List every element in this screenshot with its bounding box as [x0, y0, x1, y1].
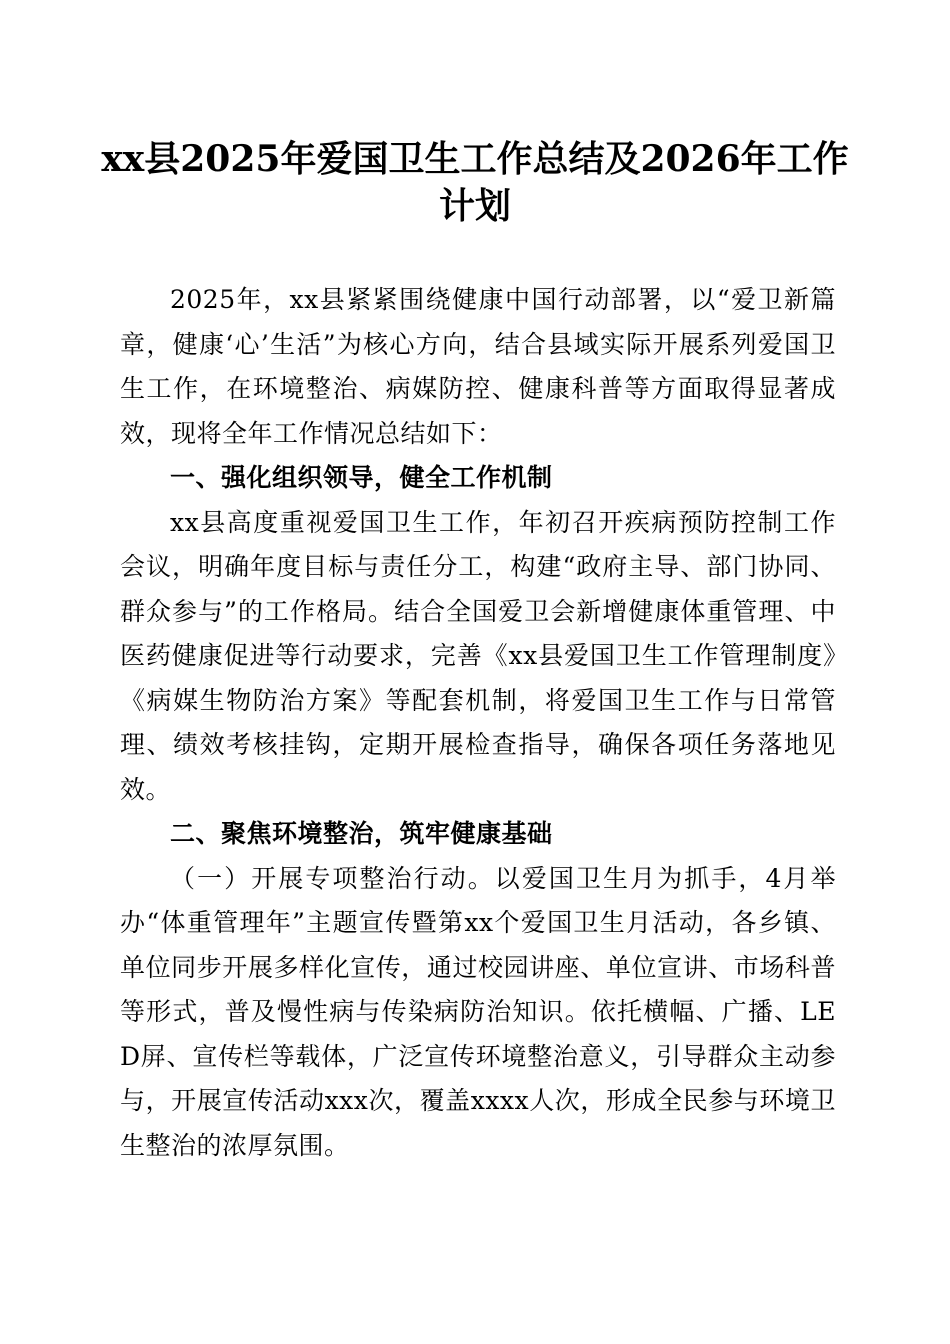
document-body	[120, 278, 836, 1168]
section-1-heading: 一、强化组织领导，健全工作机制	[170, 463, 553, 492]
document-title: xx县2025年爱国卫生工作总结及2026年工作计划	[101, 138, 849, 227]
intro-paragraph: 2025年，xx县紧紧围绕健康中国行动部署，以“爱卫新篇章，健康‘心’生活”为核心方向，结合县域实际开展系列爱国卫生工作，在环境整治、病媒防控、健康科普等方面取得显著成效，现将全年工作情况总结如下：	[120, 285, 836, 448]
section-2-heading: 二、聚焦环境整治，筑牢健康基础	[170, 819, 553, 848]
section-1-paragraph: xx县高度重视爱国卫生工作，年初召开疾病预防控制工作会议，明确年度目标与责任分工，构建“政府主导、部门协同、群众参与”的工作格局。结合全国爱卫会新增健康体重管理、中医药健康促进等行动要求，完善《xx县爱国卫生工作管理制度》《病媒生物防治方案》等配套机制，将爱国卫生工作与日常管理、绩效考核挂钩，定期开展检查指导，确保各项任务落地见效。	[120, 507, 836, 804]
section-2-paragraph: （一）开展专项整治行动。以爱国卫生月为抓手，4月举办“体重管理年”主题宣传暨第xx个爱国卫生月活动，各乡镇、单位同步开展多样化宣传，通过校园讲座、单位宣讲、市场科普等形式，普及慢性病与传染病防治知识。依托横幅、广播、LED屏、宣传栏等载体，广泛宣传环境整治意义，引导群众主动参与，开展宣传活动xxx次，覆盖xxxx人次，形成全民参与环境卫生整治的浓厚氛围。	[120, 863, 836, 1160]
